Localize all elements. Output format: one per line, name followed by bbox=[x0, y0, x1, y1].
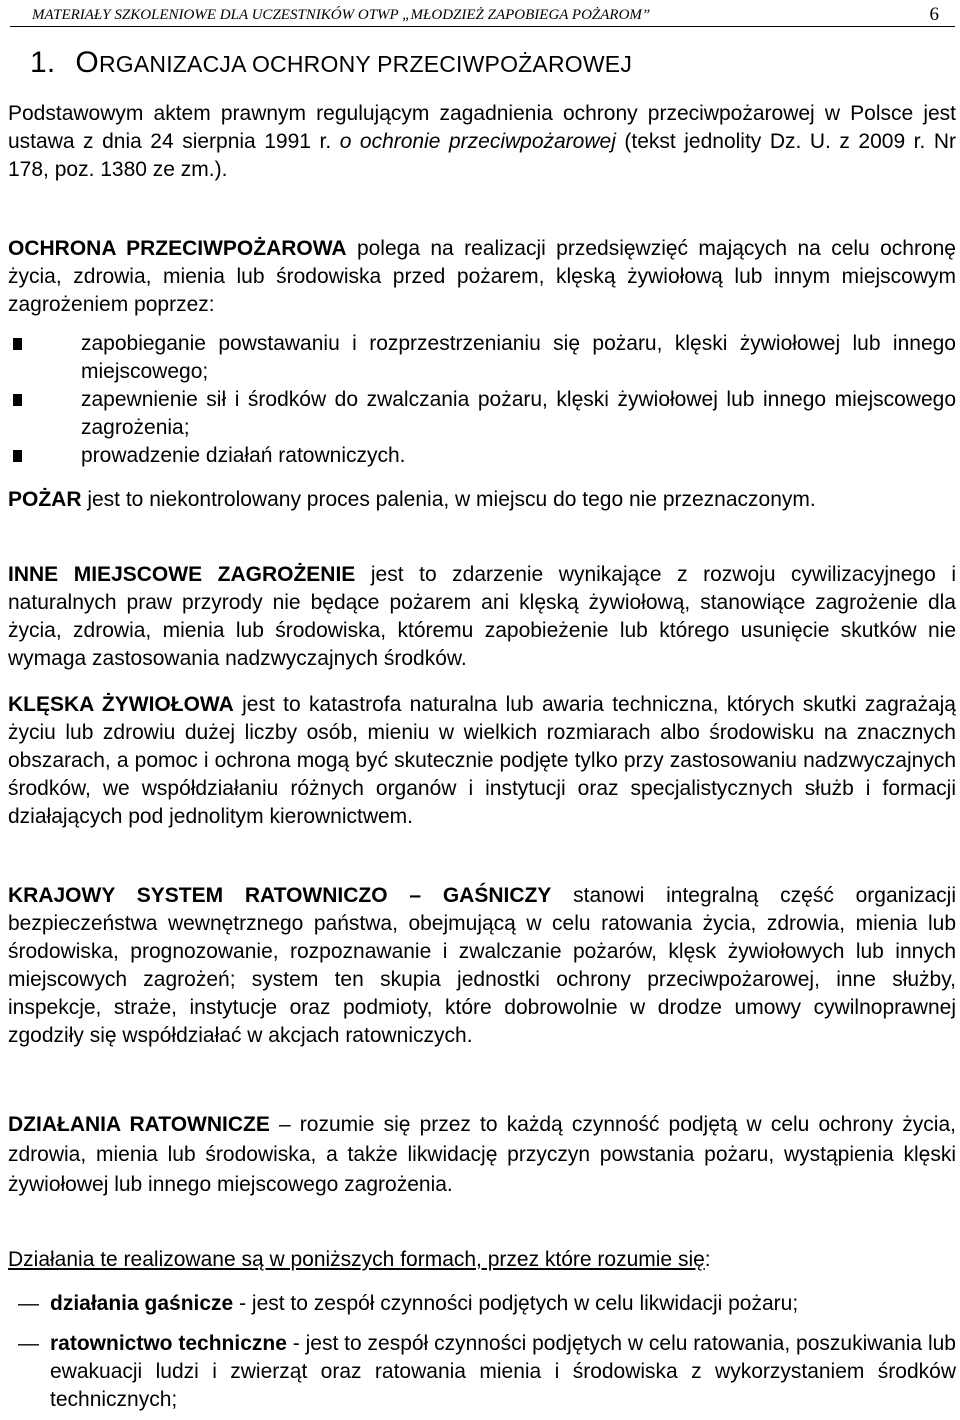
forma-term: ratownictwo techniczne bbox=[50, 1332, 287, 1355]
formy-list bbox=[10, 1290, 956, 1414]
list-item bbox=[10, 330, 956, 386]
bullet-square-icon bbox=[13, 394, 22, 406]
ochrona-term: OCHRONA PRZECIWPOŻAROWA bbox=[8, 237, 347, 260]
kleska-term: KLĘSKA ŻYWIOŁOWA bbox=[8, 693, 234, 716]
list-item bbox=[10, 1330, 956, 1414]
intro-text-1: Podstawowym aktem prawnym regulującym zagadnienia ochrony przeciwpożarowej w Polsce jest ustawa z dnia 24 sierpnia 1991 r. bbox=[8, 102, 956, 153]
forma-text: - jest to zespół czynności podjętych w celu ratowania, poszukiwania lub ewakuacji ludzi i zwierząt oraz ratowania mienia i środowiska z wykorzystaniem środków technicznych; bbox=[50, 1332, 956, 1411]
act-title: o ochronie przeciwpożarowej bbox=[339, 130, 616, 153]
intro-text-2: (tekst jednolity Dz. U. z 2009 r. Nr 178, poz. 1380 ze zm.). bbox=[8, 130, 956, 181]
ksrg-term: KRAJOWY SYSTEM RATOWNICZO – GAŚNICZY bbox=[8, 884, 552, 907]
ochrona-text: polega na realizacji przedsięwzięć mających na celu ochronę życia, zdrowia, mienia lub środowiska przed pożarem, klęską żywiołową lub innym miejscowym zagrożeniem poprzez: bbox=[8, 237, 956, 316]
formy-intro-colon: : bbox=[704, 1248, 711, 1271]
ochrona-bullet-list bbox=[10, 330, 956, 470]
pozar-term: POŻAR bbox=[8, 488, 82, 511]
chapter-title-initial: O bbox=[75, 46, 99, 79]
zagrozenie-term: INNE MIEJSCOWE ZAGROŻENIE bbox=[8, 563, 356, 586]
formy-intro-text: Działania te realizowane są w poniższych formach, przez które rozumie się bbox=[8, 1248, 705, 1271]
zagrozenie-text: jest to zdarzenie wynikające z rozwoju cywilizacyjnego i naturalnych praw przyrody nie będące pożarem ani klęską żywiołową, stanowiące zagrożenie dla życia, zdrowia, mienia lub środowiska, któremu zapobieżenie lub którego usunięcie skutków nie wymaga zastosowania nadzwyczajnych środków. bbox=[8, 563, 957, 670]
forma-term: działania gaśnicze bbox=[50, 1292, 234, 1315]
formy-intro bbox=[8, 1246, 956, 1274]
ochrona-paragraph bbox=[8, 235, 956, 319]
dzialania-paragraph bbox=[8, 1110, 956, 1200]
page-number: 6 bbox=[929, 4, 939, 25]
bullet-square-icon bbox=[13, 338, 22, 350]
chapter-number: 1. bbox=[30, 46, 56, 79]
zagrozenie-paragraph bbox=[8, 561, 956, 673]
bullet-square-icon bbox=[13, 450, 22, 462]
dzialania-term: DZIAŁANIA RATOWNICZE bbox=[8, 1113, 270, 1136]
list-item bbox=[10, 386, 956, 442]
kleska-paragraph bbox=[8, 691, 956, 831]
dzialania-text: – rozumie się przez to każdą czynność podjętą w celu ochrony życia, zdrowia, mienia lub środowiska, a także likwidację przyczyn powstania pożaru, wystąpienia klęski żywiołowej lub innego miejscowego zagrożenia. bbox=[8, 1113, 956, 1196]
bullet-text: prowadzenie działań ratowniczych. bbox=[81, 444, 406, 467]
list-item bbox=[10, 1290, 956, 1318]
dash-bullet-icon: — bbox=[18, 1292, 39, 1315]
page-header bbox=[10, 4, 955, 27]
header-text: MATERIAŁY SZKOLENIOWE DLA UCZESTNIKÓW OTWP „MŁODZIEŻ ZAPOBIEGA POŻAROM” bbox=[32, 7, 651, 23]
forma-text: - jest to zespół czynności podjętych w celu likwidacji pożaru; bbox=[233, 1292, 799, 1315]
kleska-text: jest to katastrofa naturalna lub awaria techniczna, których skutki zagrażają życiu lub zdrowiu dużej liczby osób, mieniu w wielkich rozmiarach albo środowisku na znacznych obszarach, a pomoc i ochrona mogą być skutecznie podjęte tylko przy zastosowaniu nadzwyczajnych środków, we współdziałaniu różnych organów i instytucji oraz specjalistycznych służb i formacji działających pod jednolitym kierownictwem. bbox=[8, 693, 956, 828]
intro-paragraph bbox=[8, 100, 956, 184]
bullet-text: zapewnienie sił i środków do zwalczania pożaru, klęski żywiołowej lub innego miejscowego zagrożenia; bbox=[81, 388, 956, 439]
list-item bbox=[10, 442, 956, 470]
pozar-paragraph bbox=[8, 486, 956, 514]
dash-bullet-icon: — bbox=[18, 1332, 39, 1355]
ksrg-text: stanowi integralną część organizacji bezpieczeństwa wewnętrznego państwa, obejmującą w celu ratowania życia, zdrowia, mienia lub środowiska, prognozowanie, rozpoznawanie i zwalczanie pożarów, klęsk żywiołowych lub innych miejscowych zagrożeń; system ten skupia jednostki ochrony przeciwpożarowej, inne służby, inspekcje, straże, instytucje oraz podmioty, które dobrowolnie w drodze umowy cywilnoprawnej zgodziły się współdziałać w akcjach ratowniczych. bbox=[8, 884, 956, 1047]
bullet-text: zapobieganie powstawaniu i rozprzestrzenianiu się pożaru, klęski żywiołowej lub innego miejscowego; bbox=[81, 332, 956, 383]
chapter-title bbox=[30, 46, 632, 80]
ksrg-paragraph bbox=[8, 882, 956, 1050]
pozar-text: jest to niekontrolowany proces palenia, w miejscu do tego nie przeznaczonym. bbox=[81, 488, 816, 511]
chapter-title-rest: RGANIZACJA OCHRONY PRZECIWPOŻAROWEJ bbox=[98, 51, 633, 77]
